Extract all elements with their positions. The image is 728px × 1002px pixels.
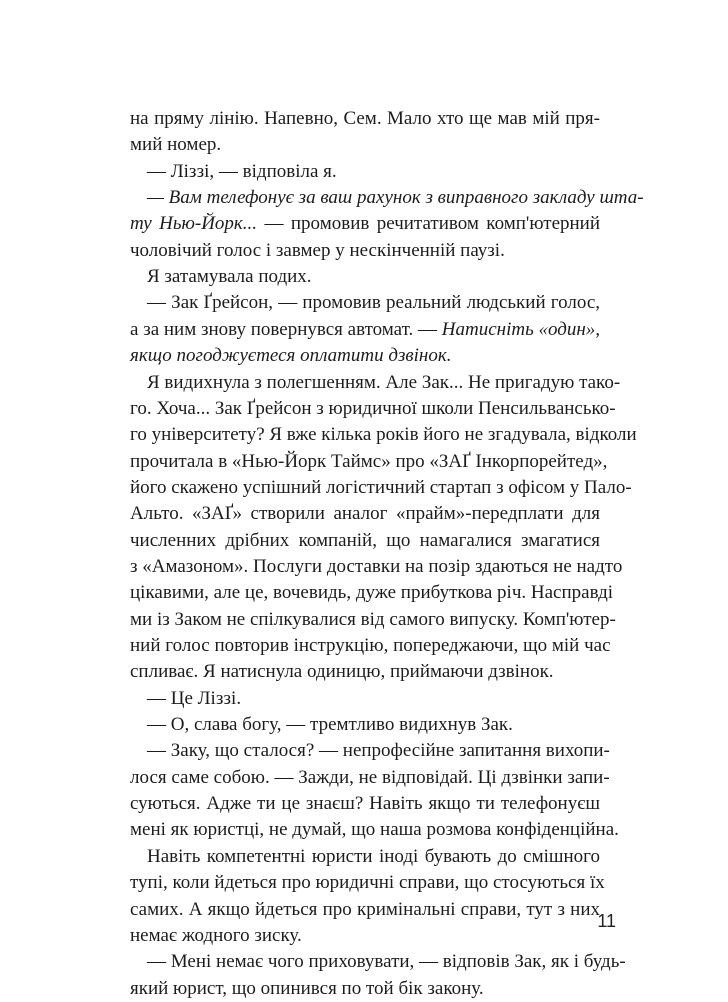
text-line — [130, 659, 600, 685]
text-span: го університету? Я вже кілька років його не згадувала, відколи — [130, 424, 637, 446]
text-line — [147, 159, 600, 185]
text-span: самих. А якщо йдеться про кримінальні справи, тут з них — [130, 898, 600, 920]
text-span: який юрист, що опинився по той бік закону. — [130, 977, 484, 999]
text-line — [130, 211, 600, 237]
text-line — [147, 712, 600, 738]
text-span: чоловічий голос і завмер у нескінченній паузі. — [130, 239, 505, 261]
text-line — [130, 923, 600, 949]
text-line — [130, 897, 600, 923]
text-line — [130, 870, 605, 896]
text-line — [130, 791, 600, 817]
text-span: — Мені немає чого приховувати, — відповів Зак, як і будь- — [147, 951, 626, 973]
text-span: — Зак Ґрейсон, — промовив реальний людський голос, — [147, 292, 600, 314]
text-span: тупі, коли йдеться про юридичні справи, що стосуються їх — [130, 872, 605, 894]
text-span: суються. Адже ти це знаєш? Навіть якщо ти телефонуєш — [130, 793, 600, 815]
text-line — [130, 528, 600, 554]
text-line — [130, 633, 611, 659]
text-span: Я затамувала подих. — [147, 266, 312, 288]
text-span: ний голос повторив інструкцію, попереджаючи, що мій час — [130, 635, 611, 656]
text-span: немає жодного зиску. — [130, 924, 302, 946]
text-line — [130, 317, 600, 343]
text-span: мий номер. — [130, 134, 222, 156]
text-line — [147, 686, 600, 712]
text-span: — Заку, що сталося? — непрофесійне запитання вихопи- — [147, 740, 610, 762]
text-span: го. Хоча... Зак Ґрейсон з юридичної школи Пенсильвансько- — [130, 397, 616, 419]
text-line — [147, 844, 600, 870]
text-line — [130, 475, 632, 501]
text-line — [130, 580, 614, 606]
text-span: цікавими, але це, вочевидь, дуже прибуткова річ. Насправді — [130, 582, 614, 604]
text-line — [130, 238, 600, 264]
text-line — [147, 738, 610, 764]
text-span: з «Амазоном». Послуги доставки на позір здаються не надто — [130, 555, 623, 577]
text-line — [130, 817, 619, 843]
text-span: мені як юристці, не думай, що наша розмова конфіденційна. — [130, 819, 619, 841]
italic-text: ту Нью-Йорк... — [130, 213, 258, 235]
text-span: Альто. «ЗАҐ» створили аналог «прайм»-передплати для — [130, 503, 600, 525]
text-span: прочитала в «Нью-Йорк Таймс» про «ЗАҐ Інкорпорейтед», — [130, 450, 608, 472]
text-span: а за ним знову повернувся автомат. — — [130, 318, 442, 340]
text-line — [130, 132, 600, 158]
text-span: його скажено успішний логістичний стартап з офісом у Пало- — [130, 476, 632, 498]
text-line — [130, 554, 623, 580]
text-span: спливає. Я натиснула одиницю, приймаючи дзвінок. — [130, 661, 554, 683]
text-line — [130, 765, 610, 791]
text-line — [130, 607, 616, 633]
text-line — [147, 949, 626, 975]
text-line — [130, 449, 608, 475]
text-span: численних дрібних компаній, що намагалися змагатися — [130, 529, 600, 551]
italic-text: — Вам телефонує за ваш рахунок з виправного закладу шта- — [147, 187, 644, 209]
text-line — [130, 976, 600, 1002]
text-span: — О, слава богу, — тремтливо видихнув Зак. — [147, 714, 513, 736]
text-line — [130, 343, 600, 369]
text-span: — Це Ліззі. — [147, 687, 242, 709]
text-span: — Ліззі, — відповіла я. — [147, 160, 337, 182]
text-line — [130, 106, 600, 132]
text-line — [130, 422, 637, 448]
text-span: Я видихнула з полегшенням. Але Зак... Не пригадую тако- — [147, 371, 621, 393]
text-span: ми із Заком не спілкувалися від самого випуску. Комп'ютер- — [130, 608, 616, 630]
page-number: 11 — [597, 911, 616, 931]
text-span: на пряму лінію. Напевно, Сем. Мало хто ще мав мій пря- — [130, 108, 600, 129]
text-span: — промовив речитативом комп'ютерний — [257, 213, 601, 235]
text-line — [147, 370, 621, 396]
text-line — [147, 264, 600, 290]
text-line — [147, 185, 644, 211]
text-span: лося саме собою. — Зажди, не відповідай. Ці дзвінки запи- — [130, 766, 610, 788]
italic-text: якщо погоджуєтеся оплатити дзвінок. — [130, 345, 452, 367]
text-span: Навіть компетентні юристи іноді бувають до смішного — [147, 845, 600, 867]
text-line — [130, 501, 600, 527]
text-line — [130, 396, 616, 422]
text-line — [147, 290, 600, 316]
italic-text: Натисніть «один», — [441, 318, 601, 340]
